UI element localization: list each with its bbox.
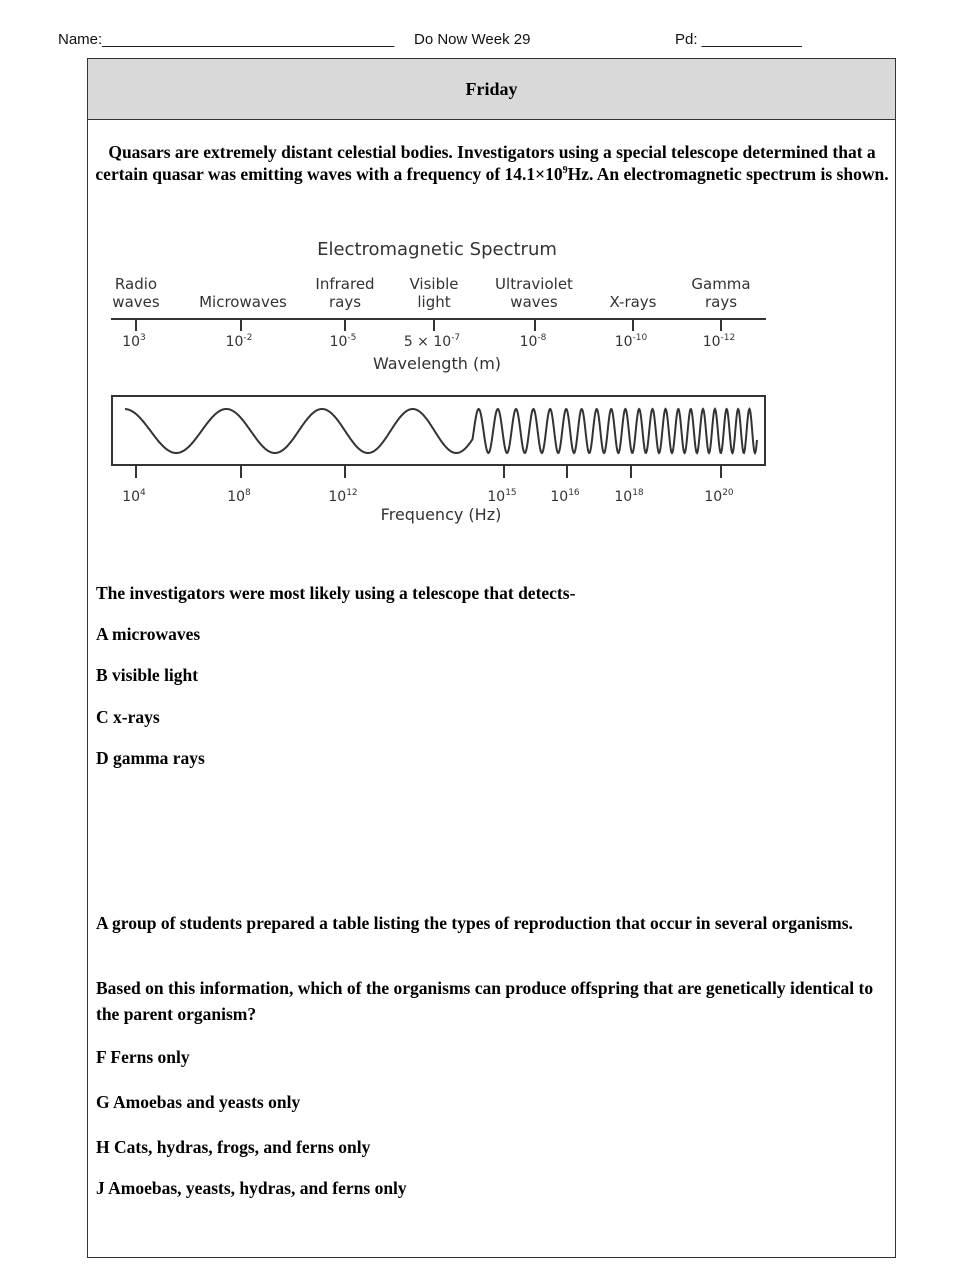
band-label: waves [510,293,558,311]
choice-b[interactable]: B visible light [96,665,199,685]
band-label: Gamma [691,275,751,293]
frequency-tick-label: $10^{12}$ [328,488,358,505]
choice-f[interactable]: F Ferns only [96,1047,190,1067]
wave-box [112,396,765,465]
wavelength-tick-label: $10^3$ [122,333,146,350]
frequency-tick-label: $10^{20}$ [704,488,734,505]
frequency-tick-label: $10^{15}$ [487,488,517,505]
choice-a[interactable]: A microwaves [96,624,201,644]
band-label: Visible [409,275,459,293]
question2-intro: A group of students prepared a table listing the types of reproduction that occur in several organisms. [96,913,853,933]
worksheet-title: Do Now Week 29 [414,31,531,48]
band-label: waves [112,293,160,311]
wavelength-tick-label: $10^{-2}$ [225,333,253,350]
band-label: Ultraviolet [495,275,573,293]
period-field[interactable]: Pd: ____________ [675,31,802,48]
frequency-tick-label: $10^{16}$ [550,488,580,505]
question2-prompt: Based on this information, which of the organisms can produce offspring that are genetically identical to the parent organism? [96,978,874,1024]
name-field[interactable]: Name:___________________________________ [58,31,395,48]
question1-intro: Quasars are extremely distant celestial bodies. Investigators using a special telescope determined that a certain quasar was emitting waves with a frequency of $14.1\times 10^9Hz$. An electromagnetic spectrum is shown. [95,142,889,184]
band-label: rays [328,293,362,311]
choice-c[interactable]: C x-rays [96,707,160,727]
day-heading: Friday [88,59,895,120]
wavelength-tick-label: $5 \times 10^{-7}$ [403,333,461,350]
frequency-tick-label: $10^{18}$ [614,488,644,505]
band-label: rays [704,293,738,311]
frequency-tick-label: $10^4$ [122,488,146,505]
wavelength-tick-label: $10^{-12}$ [702,333,736,350]
question1-prompt: The investigators were most likely using a telescope that detects- [96,583,576,603]
frequency-tick-label: $10^8$ [227,488,251,505]
choice-g[interactable]: G Amoebas and yeasts only [96,1092,301,1112]
wavelength-label: Wavelength (m) [372,354,502,373]
wavelength-tick-label: $10^{-8}$ [519,333,547,350]
choice-d[interactable]: D gamma rays [96,748,205,768]
wavelength-tick-label: $10^{-5}$ [329,333,357,350]
em-spectrum-diagram [0,0,979,530]
band-label: Radio [114,275,158,293]
wavelength-tick-label: $10^{-10}$ [614,333,648,350]
band-label: light [417,293,451,311]
frequency-label: Frequency (Hz) [380,505,502,524]
band-label: X-rays [609,293,657,311]
diagram-title: Electromagnetic Spectrum [317,239,557,260]
band-label: Microwaves [199,293,287,311]
band-label: Infrared [315,275,375,293]
choice-h[interactable]: H Cats, hydras, frogs, and ferns only [96,1137,371,1157]
choice-j[interactable]: J Amoebas, yeasts, hydras, and ferns only [96,1178,407,1198]
wave-curve [125,409,757,453]
